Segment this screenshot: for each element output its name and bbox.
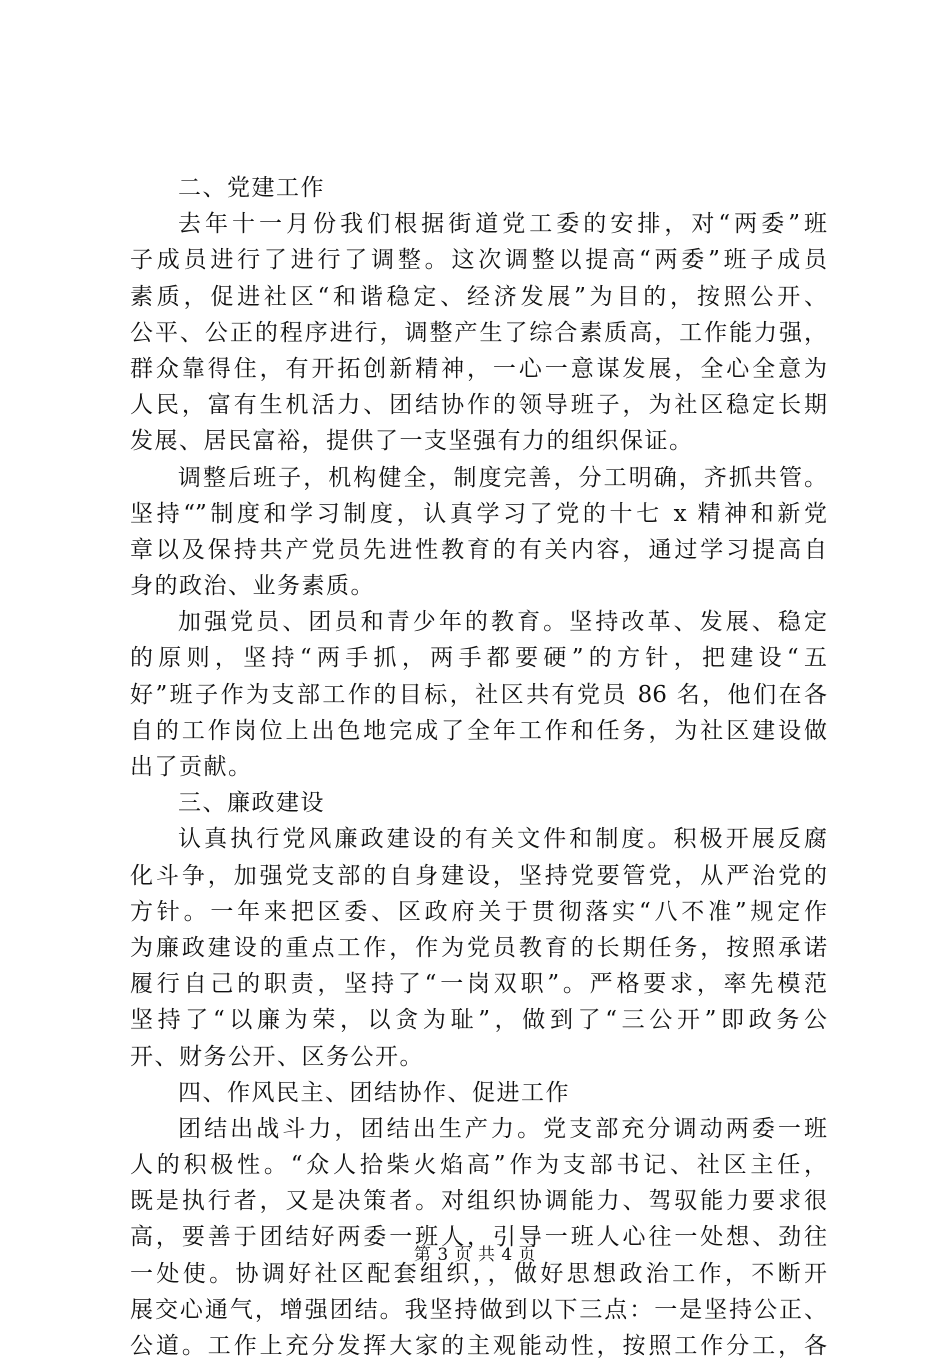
text-line: 化斗争，加强党支部的自身建设，坚持党要管党，从严治党的	[130, 862, 827, 889]
text-line: 发展、居民富裕，提供了一支坚强有力的组织保证。	[130, 428, 694, 455]
text-line: 开、财务公开、区务公开。	[130, 1043, 424, 1070]
text-line: 公道。工作上充分发挥大家的主观能动性，按照工作分工，各	[130, 1333, 827, 1359]
text-line: 三、廉政建设	[178, 790, 325, 817]
page-footer: 第 3 页 共 4 页	[413, 1245, 537, 1265]
text-line: 认真执行党风廉政建设的有关文件和制度。积极开展反腐	[178, 826, 827, 853]
text-line: 章以及保持共产党员先进性教育的有关内容，通过学习提高自	[130, 536, 827, 563]
text-line: 坚持“”制度和学习制度，认真学习了党的十七 x 精神和新党	[130, 500, 827, 527]
text-line: 身的政治、业务素质。	[130, 573, 375, 600]
text-line: 团结出战斗力，团结出生产力。党支部充分调动两委一班	[178, 1115, 827, 1142]
text-line: 展交心通气，增强团结。我坚持做到以下三点：一是坚持公正、	[130, 1296, 827, 1323]
document-body	[130, 170, 827, 1364]
text-line: 人民，富有生机活力、团结协作的领导班子，为社区稳定长期	[130, 392, 827, 419]
text-line: 调整后班子，机构健全，制度完善，分工明确，齐抓共管。	[178, 464, 827, 491]
text-line: 方针。一年来把区委、区政府关于贯彻落实“八不准”规定作	[130, 898, 827, 925]
text-line: 履行自己的职责，坚持了“一岗双职”。严格要求，率先模范	[130, 971, 827, 998]
text-line: 公平、公正的程序进行，调整产生了综合素质高，工作能力强，	[130, 319, 827, 346]
text-line: 出了贡献。	[130, 754, 253, 780]
text-line: 好”班子作为支部工作的目标，社区共有党员 86 名，他们在各	[130, 681, 827, 708]
text-line: 的原则，坚持“两手抓，两手都要硬”的方针，把建设“五	[130, 645, 827, 672]
text-line: 去年十一月份我们根据街道党工委的安排，对“两委”班	[178, 211, 827, 238]
text-line: 四、作风民主、团结协作、促进工作	[178, 1079, 570, 1106]
text-line: 高，要善于团结好两委一班人，引导一班人心往一处想、劲往	[130, 1224, 827, 1251]
text-line: 素质，促进社区“和谐稳定、经济发展”为目的，按照公开、	[130, 283, 827, 310]
text-line: 一处使。协调好社区配套组织，，做好思想政治工作，不断开	[130, 1260, 827, 1287]
text-line: 人的积极性。“众人拾柴火焰高”作为支部书记、社区主任，	[130, 1152, 827, 1179]
text-line: 自的工作岗位上出色地完成了全年工作和任务，为社区建设做	[130, 717, 827, 744]
text-line: 既是执行者，又是决策者。对组织协调能力、驾驭能力要求很	[130, 1188, 827, 1215]
text-line: 群众靠得住，有开拓创新精神，一心一意谋发展，全心全意为	[130, 355, 827, 382]
text-line: 坚持了“以廉为荣，以贪为耻”，做到了“三公开”即政务公	[130, 1007, 827, 1034]
text-line: 二、党建工作	[178, 175, 325, 201]
text-line: 子成员进行了进行了调整。这次调整以提高“两委”班子成员	[130, 247, 827, 274]
text-line: 加强党员、团员和青少年的教育。坚持改革、发展、稳定	[178, 609, 827, 636]
text-line: 为廉政建设的重点工作，作为党员教育的长期任务，按照承诺	[130, 934, 827, 961]
